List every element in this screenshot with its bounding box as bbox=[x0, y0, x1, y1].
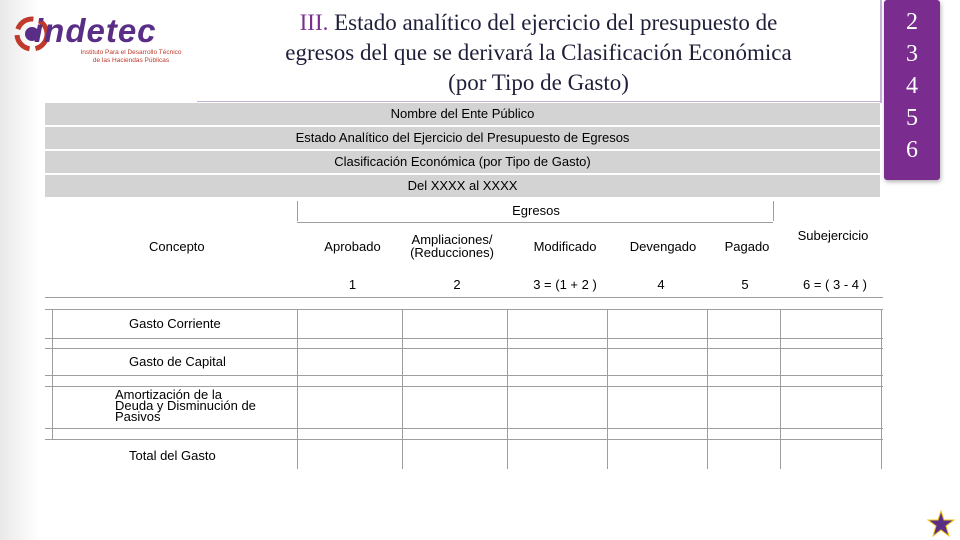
logo-subtitle: Instituto Para el Desarrollo Técnico de las Haciendas Públicas bbox=[80, 49, 182, 64]
grid-line bbox=[707, 309, 708, 469]
grid-line bbox=[881, 309, 882, 469]
row-gasto-corriente: Gasto Corriente bbox=[129, 316, 221, 331]
num-pagado: 5 bbox=[741, 277, 749, 292]
estado-band: Estado Analítico del Ejercicio del Presupuesto de Egresos bbox=[45, 126, 880, 150]
logo-wordmark: indetec bbox=[34, 12, 157, 49]
side-number: 2 bbox=[906, 9, 918, 35]
col-devengado: Devengado bbox=[629, 239, 697, 254]
egresos-left-edge bbox=[297, 201, 298, 221]
grid-line bbox=[45, 439, 883, 440]
egresos-underline bbox=[297, 222, 773, 223]
left-shadow bbox=[0, 0, 40, 540]
grid-line bbox=[297, 309, 298, 469]
grid-line bbox=[45, 428, 883, 429]
grid-line bbox=[607, 309, 608, 469]
slide-title bbox=[197, 8, 880, 98]
related-numbers-box bbox=[884, 0, 940, 180]
col-modificado: Modificado bbox=[533, 239, 597, 254]
num-modificado: 3 = (1 + 2 ) bbox=[533, 277, 597, 292]
row-amortizacion: Amortización de la Deuda y Disminución de Pasivos bbox=[115, 387, 256, 424]
periodo-band: Del XXXX al XXXX bbox=[45, 174, 880, 198]
clasificacion-band: Clasificación Económica (por Tipo de Gasto) bbox=[45, 150, 880, 174]
ente-band: Nombre del Ente Público bbox=[45, 102, 880, 126]
row-total-gasto: Total del Gasto bbox=[129, 448, 216, 463]
indetec-logo bbox=[12, 8, 182, 68]
star-nav-icon[interactable] bbox=[927, 510, 955, 538]
grid-line bbox=[45, 375, 883, 376]
side-number: 4 bbox=[906, 73, 918, 99]
title-box bbox=[197, 0, 882, 103]
num-ampliaciones: 2 bbox=[453, 277, 461, 292]
egresos-header: Egresos bbox=[512, 203, 560, 218]
grid-line bbox=[45, 309, 883, 310]
grid-line bbox=[402, 309, 403, 469]
side-number: 3 bbox=[906, 41, 918, 67]
col-ampliaciones: Ampliaciones/ (Reducciones) bbox=[410, 232, 494, 260]
side-number: 5 bbox=[906, 105, 918, 131]
data-table bbox=[45, 199, 883, 469]
col-pagado: Pagado bbox=[724, 239, 770, 254]
grid-line bbox=[45, 338, 883, 339]
title-text: Estado analítico del ejercicio del presupuesto de egresos del que se derivará la Clasificación Económica (por Tipo de Gasto) bbox=[285, 10, 792, 95]
grid-line bbox=[52, 309, 53, 439]
side-number: 6 bbox=[906, 137, 918, 163]
grid-line bbox=[45, 297, 883, 298]
num-aprobado: 1 bbox=[348, 277, 357, 292]
egresos-right-edge bbox=[773, 201, 774, 221]
grid-line bbox=[45, 348, 883, 349]
concepto-header: Concepto bbox=[149, 239, 205, 254]
num-devengado: 4 bbox=[657, 277, 665, 292]
row-gasto-capital: Gasto de Capital bbox=[129, 354, 226, 369]
title-prefix: III. bbox=[299, 10, 329, 35]
num-subejercicio: 6 = ( 3 - 4 ) bbox=[803, 277, 867, 292]
col-aprobado: Aprobado bbox=[324, 239, 381, 254]
grid-line bbox=[780, 309, 781, 469]
grid-line bbox=[507, 309, 508, 469]
col-subejercicio: Subejercicio bbox=[797, 228, 869, 243]
